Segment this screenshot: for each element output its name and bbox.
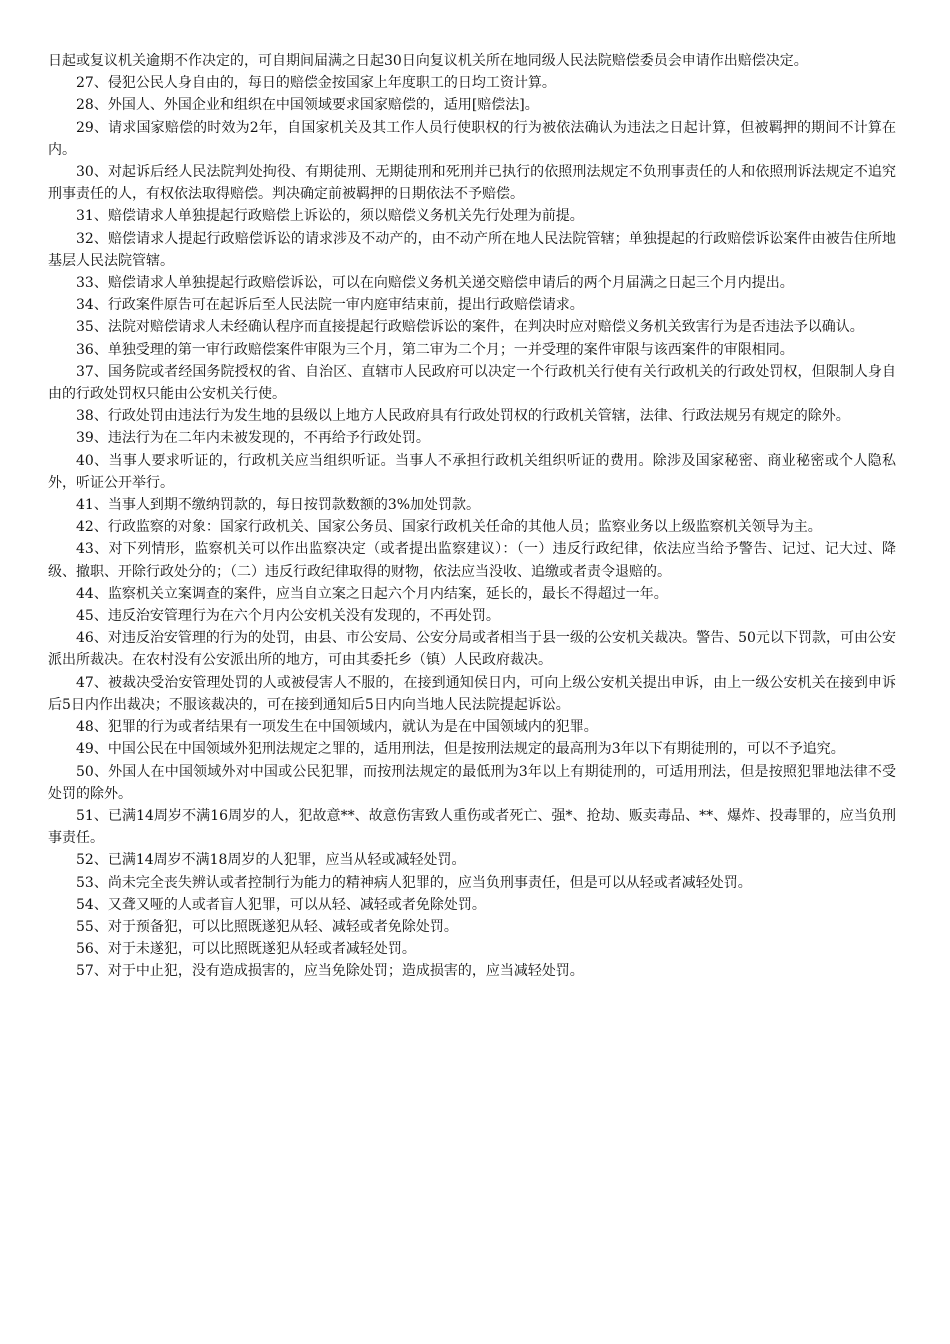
paragraph: 54、又聋又哑的人或者盲人犯罪，可以从轻、减轻或者免除处罚。 <box>76 896 486 913</box>
paragraph: 51、已满14周岁不满16周岁的人，犯故意**、故意伤害致人重伤或者死亡、强*、抢劫、贩卖毒品、**、爆炸、投毒罪的，应当负刑事责任。 <box>48 807 896 847</box>
paragraph: 31、赔偿请求人单独提起行政赔偿上诉讼的，须以赔偿义务机关先行处理为前提。 <box>76 208 584 225</box>
paragraph: 36、单独受理的第一审行政赔偿案件审限为三个月，第二审为二个月；一并受理的案件审限与该西案件的审限相同。 <box>76 341 794 358</box>
paragraph: 57、对于中止犯，没有造成损害的，应当免除处罚；造成损害的，应当减轻处罚。 <box>76 963 584 980</box>
paragraph: 28、外国人、外国企业和组织在中国领域要求国家赔偿的，适用[赔偿法]。 <box>76 97 539 114</box>
paragraph: 30、对起诉后经人民法院判处拘役、有期徒刑、无期徒刑和死刑并已执行的依照刑法规定不负刑事责任的人和依照刑诉法规定不追究刑事责任的人，有权依法取得赔偿。判决确定前被羁押的日期依法不予赔偿。 <box>48 164 896 203</box>
paragraph: 35、法院对赔偿请求人未经确认程序而直接提起行政赔偿诉讼的案件，在判决时应对赔偿义务机关致害行为是否违法予以确认。 <box>76 319 864 336</box>
paragraph: 29、请求国家赔偿的时效为2年，自国家机关及其工作人员行使职权的行为被依法确认为违法之日起计算，但被羁押的期间不计算在内。 <box>48 119 896 158</box>
paragraph: 52、已满14周岁不满18周岁的人犯罪，应当从轻或减轻处罚。 <box>76 852 466 869</box>
paragraph: 45、违反治安管理行为在六个月内公安机关没有发现的，不再处罚。 <box>76 608 500 625</box>
paragraph: 55、对于预备犯，可以比照既遂犯从轻、减轻或者免除处罚。 <box>76 918 458 935</box>
paragraph: 40、当事人要求听证的，行政机关应当组织听证。当事人不承担行政机关组织听证的费用。除涉及国家秘密、商业秘密或个人隐私外，听证公开举行。 <box>48 452 896 491</box>
document-body <box>48 50 896 983</box>
paragraph: 39、违法行为在二年内未被发现的，不再给予行政处罚。 <box>76 430 430 447</box>
paragraph: 43、对下列情形，监察机关可以作出监察决定（或者提出监察建议）：（一）违反行政纪律，依法应当给予警告、记过、记大过、降级、撤职、开除行政处分的；（二）违反行政纪律取得的财物，依法应当没收、追缴或者责令退赔的。 <box>48 541 896 580</box>
paragraph: 42、行政监察的对象：国家行政机关、国家公务员、国家行政机关任命的其他人员；监察业务以上级监察机关领导为主。 <box>76 519 822 536</box>
paragraph: 27、侵犯公民人身自由的，每日的赔偿金按国家上年度职工的日均工资计算。 <box>76 75 556 92</box>
paragraph: 33、赔偿请求人单独提起行政赔偿诉讼，可以在向赔偿义务机关递交赔偿申请后的两个月届满之日起三个月内提出。 <box>76 275 794 292</box>
paragraph: 49、中国公民在中国领域外犯刑法规定之罪的，适用刑法，但是按刑法规定的最高刑为3年以下有期徒刑的，可以不予追究。 <box>76 741 845 758</box>
paragraph: 50、外国人在中国领域外对中国或公民犯罪，而按刑法规定的最低刑为3年以上有期徒刑的，可适用刑法，但是按照犯罪地法律不受处罚的除外。 <box>48 763 896 802</box>
paragraph: 47、被裁决受治安管理处罚的人或被侵害人不服的，在接到通知侯日内，可向上级公安机关提出申诉，由上一级公安机关在接到申诉后5日内作出裁决；不服该裁决的，可在接到通知后5日内向当地人民法院提起诉讼。 <box>48 674 896 713</box>
paragraph: 53、尚未完全丧失辨认或者控制行为能力的精神病人犯罪的，应当负刑事责任，但是可以从轻或者减轻处罚。 <box>76 874 752 891</box>
paragraph: 46、对违反治安管理的行为的处罚，由县、市公安局、公安分局或者相当于县一级的公安机关裁决。警告、50元以下罚款，可由公安派出所裁决。在农村没有公安派出所的地方，可由其委托乡（镇）人民政府裁决。 <box>48 630 896 669</box>
paragraph: 41、当事人到期不缴纳罚款的，每日按罚款数额的3%加处罚款。 <box>76 497 481 514</box>
paragraph: 48、犯罪的行为或者结果有一项发生在中国领域内，就认为是在中国领域内的犯罪。 <box>76 719 598 736</box>
paragraph: 38、行政处罚由违法行为发生地的县级以上地方人民政府具有行政处罚权的行政机关管辖，法律、行政法规另有规定的除外。 <box>76 408 850 425</box>
paragraph: 34、行政案件原告可在起诉后至人民法院一审内庭审结束前，提出行政赔偿请求。 <box>76 297 584 314</box>
paragraph: 32、赔偿请求人提起行政赔偿诉讼的请求涉及不动产的，由不动产所在地人民法院管辖；单独提起的行政赔偿诉讼案件由被告住所地基层人民法院管辖。 <box>48 230 896 269</box>
paragraph: 44、监察机关立案调查的案件，应当自立案之日起六个月内结案，延长的，最长不得超过一年。 <box>76 585 668 602</box>
paragraph: 日起或复议机关逾期不作决定的，可自期间届满之日起30日向复议机关所在地同级人民法院赔偿委员会申请作出赔偿决定。 <box>48 53 808 69</box>
paragraph: 56、对于未遂犯，可以比照既遂犯从轻或者减轻处罚。 <box>76 941 416 958</box>
paragraph: 37、国务院或者经国务院授权的省、自治区、直辖市人民政府可以决定一个行政机关行使有关行政机关的行政处罚权，但限制人身自由的行政处罚权只能由公安机关行使。 <box>48 363 896 403</box>
